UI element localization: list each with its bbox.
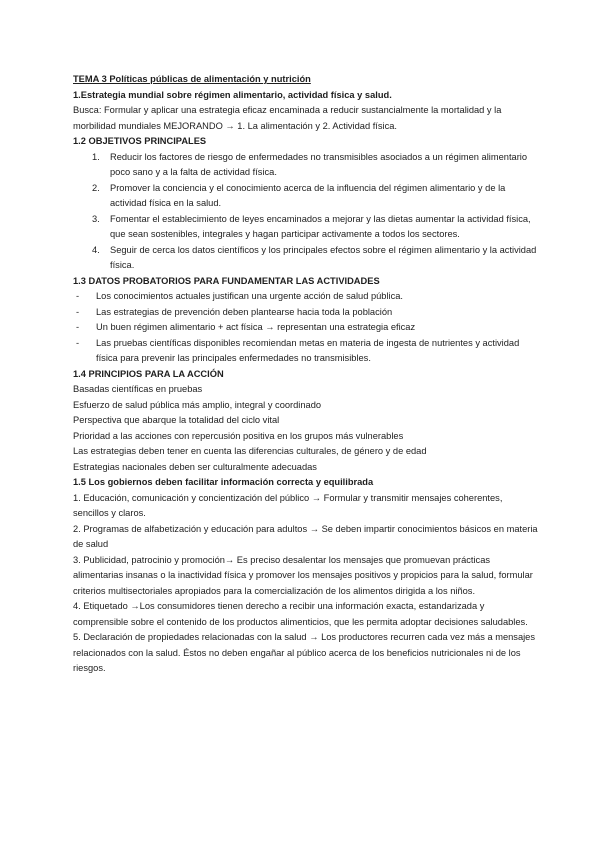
dash-bullet: - xyxy=(76,337,80,348)
list-item xyxy=(73,212,538,243)
list-item-text: Seguir de cerca los datos científicos y los principales efectos sobre el régimen alimentario y la actividad física. xyxy=(110,244,537,270)
measure-paragraph: 2. Programas de alfabetización y educación para adultos → Se deben impartir conocimientos básicos en materia de salud xyxy=(73,523,538,549)
list-item-text: Fomentar el establecimiento de leyes encaminados a mejorar y las dietas aumentar la actividad física, que sean sostenibles, integrales y hagan participar activamente a todos los sectores. xyxy=(110,213,531,239)
principle-line: Estrategias nacionales deben ser culturalmente adecuadas xyxy=(73,461,317,472)
section-heading-1-3: 1.3 DATOS PROBATORIOS PARA FUNDAMENTAR LAS ACTIVIDADES xyxy=(73,275,380,286)
principle-line: Esfuerzo de salud pública más amplio, integral y coordinado xyxy=(73,399,322,410)
list-number: 1. xyxy=(92,151,100,162)
list-item-text: Un buen régimen alimentario + act física → representan una estrategia eficaz xyxy=(96,322,416,332)
list-item-text: Promover la conciencia y el conocimiento acerca de la influencia del régimen alimentario y de la actividad física en la salud. xyxy=(110,182,506,208)
list-item-text: Las estrategias de prevención deben plantearse hacia toda la población xyxy=(96,306,393,317)
list-number: 3. xyxy=(92,213,100,224)
dash-bullet: - xyxy=(76,291,80,301)
section-heading-1-4: 1.4 PRINCIPIOS PARA LA ACCIÓN xyxy=(73,368,224,379)
list-item xyxy=(73,336,538,367)
measure-paragraph: 3. Publicidad, patrocinio y promoción→ Es preciso desalentar los mensajes que promuevan prácticas alimentarias insanas o la inactividad física y promover los mensajes positivos y propicios para la salud, formular criterios multisectoriales apropiados para la comercialización de los alimentos dirigida a los niños. xyxy=(73,554,533,596)
section-heading-1-5: 1.5 Los gobiernos deben facilitar información correcta y equilibrada xyxy=(73,477,374,487)
list-item xyxy=(73,320,538,336)
measure-paragraph: 4. Etiquetado →Los consumidores tienen derecho a recibir una información exacta, estandarizada y comprensible sobre el contenido de los productos alimenticios, que les permita adoptar decisiones saludables. xyxy=(73,601,528,627)
principles-list xyxy=(73,382,538,475)
principle-line: Prioridad a las acciones con repercusión positiva en los grupos más vulnerables xyxy=(73,430,404,441)
principle-line: Basadas científicas en pruebas xyxy=(73,384,203,394)
list-item xyxy=(73,181,538,212)
list-item-text: Los conocimientos actuales justifican una urgente acción de salud pública. xyxy=(96,291,403,301)
dash-bullet: - xyxy=(76,322,80,332)
measure-paragraph: 5. Declaración de propiedades relacionadas con la salud → Los productores recurren cada vez más a mensajes relacionados con la salud. Éstos no deben engañar al público acerca de los beneficios nutricionales ni de los riesgos. xyxy=(73,632,536,673)
section-1-text: Busca: Formular y aplicar una estrategia eficaz encaminada a reducir sustancialmente la mortalidad y la morbilidad mundiales MEJORANDO → 1. La alimentación y 2. Actividad física. xyxy=(73,105,502,131)
document-body xyxy=(73,72,538,677)
principle-line: Las estrategias deben tener en cuenta las diferencias culturales, de género y de edad xyxy=(73,446,427,456)
measure-paragraph: 1. Educación, comunicación y concientización del público → Formular y transmitir mensajes coherentes, sencillos y claros. xyxy=(73,492,503,518)
list-number: 2. xyxy=(92,182,100,193)
section-heading-1-2: 1.2 OBJETIVOS PRINCIPALES xyxy=(73,136,207,146)
principle-line: Perspectiva que abarque la totalidad del ciclo vital xyxy=(73,415,280,425)
list-item xyxy=(73,305,538,321)
list-item xyxy=(73,243,538,274)
list-item xyxy=(73,150,538,181)
list-number: 4. xyxy=(92,244,100,255)
dash-bullet: - xyxy=(76,306,80,317)
list-item-text: Las pruebas científicas disponibles recomiendan metas en materia de ingesta de nutrientes y actividad física para prevenir las principales enfermedades no transmisibles. xyxy=(96,337,520,363)
list-item xyxy=(73,289,538,305)
evidence-list xyxy=(73,289,538,367)
objectives-list xyxy=(73,150,538,274)
list-item-text: Reducir los factores de riesgo de enfermedades no transmisibles asociados a un régimen alimentario poco sano y a la falta de actividad física. xyxy=(110,151,528,177)
government-measures xyxy=(73,491,538,677)
document-title: TEMA 3 Políticas públicas de alimentación y nutrición xyxy=(73,74,311,84)
section-heading-1: 1.Estrategia mundial sobre régimen alimentario, actividad física y salud. xyxy=(73,89,392,100)
